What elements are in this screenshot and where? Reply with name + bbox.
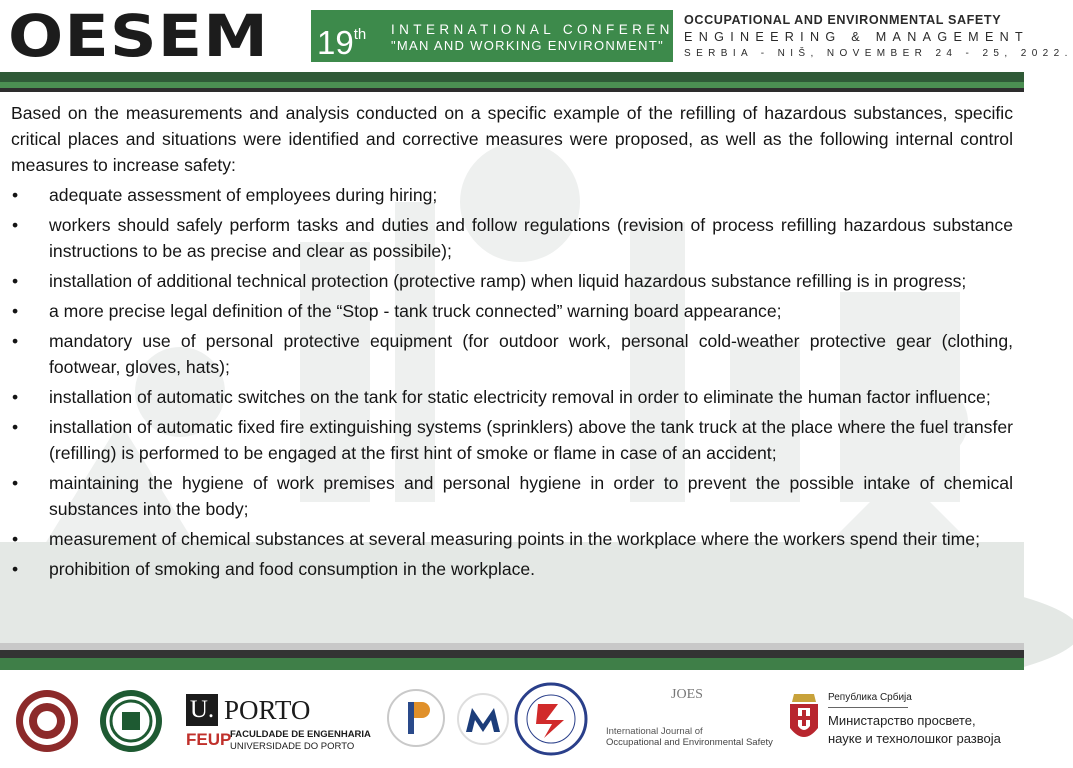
journal-name-line1: International Journal of — [606, 726, 703, 737]
journal-name-line2: Occupational and Environmental Safety — [606, 737, 773, 748]
page-header — [0, 0, 1073, 72]
conference-subtitle: "MAN AND WORKING ENVIRONMENT" — [391, 38, 664, 53]
conference-banner — [311, 10, 702, 62]
list-item-text: prohibition of smoking and food consumption in the workplace. — [49, 559, 536, 579]
footer-stripe-black — [0, 650, 1024, 658]
list-item-text: installation of automatic fixed fire extinguishing systems (sprinklers) above the tank truck at the place where the fuel transfer (refilling) is performed to be engaged at the first hint of smoke or flame in case of an accident; — [49, 417, 1013, 463]
uporto-name: PORTO — [224, 695, 311, 725]
list-item-text: measurement of chemical substances at several measuring points in the workplace where the workers spend their time; — [49, 529, 980, 549]
header-location-date: SERBIA - NIŠ, NOVEMBER 24 - 25, 2022. — [684, 48, 1073, 59]
joes-mark: JOES — [671, 687, 703, 702]
serbia-crest-icon — [786, 688, 822, 750]
bullet-marker: • — [12, 185, 19, 205]
conference-title: INTERNATIONAL CONFERENCE — [391, 22, 702, 37]
list-item — [11, 182, 1013, 208]
ministry-divider — [828, 707, 908, 708]
mechanical-engineering-faculty-logo-icon — [514, 682, 588, 756]
list-item — [11, 556, 1013, 582]
slide-content — [0, 92, 1024, 643]
feup-university-name: UNIVERSIDADE DO PORTO — [230, 741, 355, 752]
bullet-marker: • — [12, 529, 19, 549]
oesem-logo: OESEM — [8, 2, 270, 70]
list-item — [11, 414, 1013, 466]
bullet-marker: • — [12, 301, 19, 321]
list-item — [11, 212, 1013, 264]
feup-faculty-name: FACULDADE DE ENGENHARIA — [230, 729, 371, 740]
conference-number — [317, 16, 366, 62]
measures-list — [11, 182, 1013, 582]
list-item-text: a more precise legal definition of the “Stop - tank truck connected” warning board appearance; — [49, 301, 782, 321]
list-item — [11, 268, 1013, 294]
list-item-text: mandatory use of personal protective equipment (for outdoor work, personal cold-weather protective gear (clothing, footwear, gloves, hats); — [49, 331, 1013, 377]
sponsor-logos-footer — [0, 670, 1024, 768]
ministry-name-line2: науке и технолошког развоја — [828, 731, 1001, 746]
university-p-logo-icon — [384, 686, 448, 750]
bullet-marker: • — [12, 417, 19, 437]
bullet-marker: • — [12, 473, 19, 493]
list-item-text: installation of automatic switches on the tank for static electricity removal in order to eliminate the human factor influence; — [49, 387, 991, 407]
body-text — [11, 100, 1013, 586]
bullet-marker: • — [12, 271, 19, 291]
bullet-marker: • — [12, 559, 19, 579]
header-org-line: OCCUPATIONAL AND ENVIRONMENTAL SAFETY — [684, 13, 1002, 27]
footer-stripe-light — [0, 643, 1024, 650]
list-item — [11, 384, 1013, 410]
footer-stripe-green — [0, 658, 1024, 670]
list-item-text: workers should safely perform tasks and duties and follow regulations (revision of process refilling hazardous substance instructions to be as precise and clear as possibile); — [49, 215, 1013, 261]
conference-number-suffix: th — [353, 26, 367, 43]
feup-acronym: FEUP — [186, 730, 232, 749]
university-seal-2-icon — [98, 688, 164, 754]
list-item — [11, 328, 1013, 380]
intro-paragraph: Based on the measurements and analysis conducted on a specific example of the refilling of hazardous substances, specific critical places and situations were identified and corrective measures were proposed, as well as the following internal control measures to increase safety: — [11, 103, 1013, 175]
list-item-text: installation of additional technical protection (protective ramp) when liquid hazardous substance refilling is in progress; — [49, 271, 967, 291]
list-item — [11, 470, 1013, 522]
header-discipline-line: ENGINEERING & MANAGEMENT — [684, 30, 1030, 44]
header-stripe-dark — [0, 72, 1024, 82]
uporto-u-mark: U. — [186, 694, 218, 726]
m-logo-icon — [456, 690, 510, 748]
header-right-block — [684, 12, 1073, 61]
list-item — [11, 298, 1013, 324]
list-item-text: adequate assessment of employees during hiring; — [49, 185, 438, 205]
bullet-marker: • — [12, 215, 19, 235]
bullet-marker: • — [12, 331, 19, 351]
conference-number-value: 19 — [317, 24, 354, 61]
list-item — [11, 526, 1013, 552]
bullet-marker: • — [12, 387, 19, 407]
ministry-name-line1: Министарство просвете, — [828, 713, 976, 728]
list-item-text: maintaining the hygiene of work premises and personal hygiene in order to prevent the possible intake of chemical substances into the body; — [49, 473, 1013, 519]
ministry-republic: Република Србија — [828, 692, 912, 703]
university-nis-seal-icon — [14, 688, 80, 754]
